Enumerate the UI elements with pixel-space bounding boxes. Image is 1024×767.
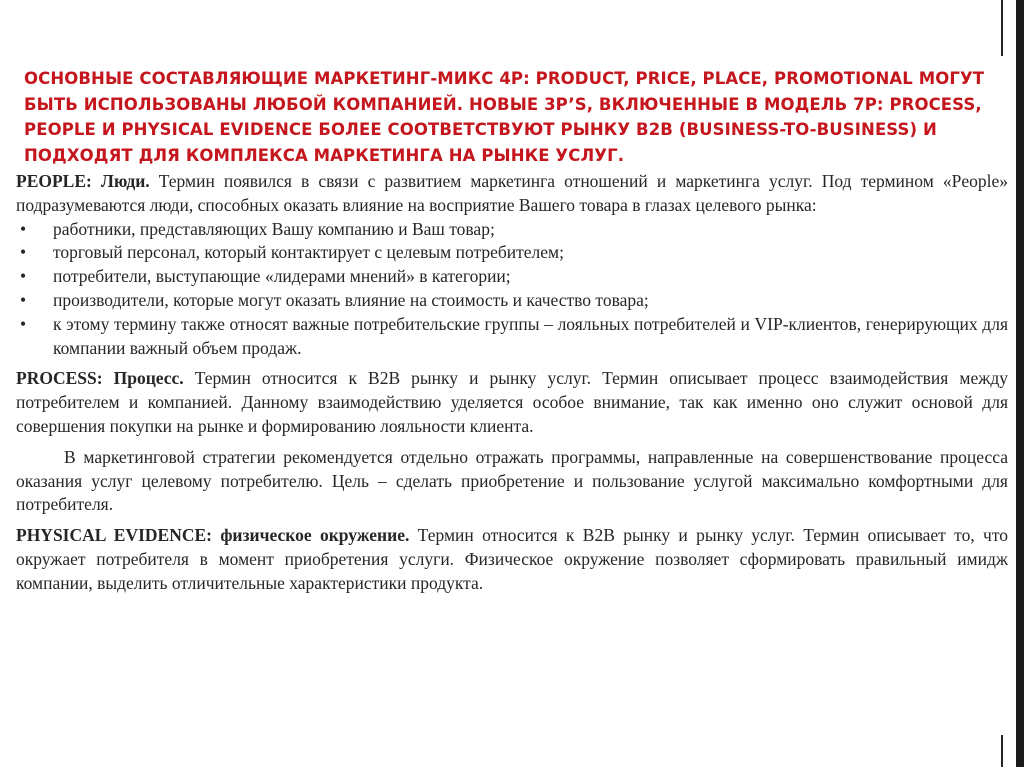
decorative-side-bar: [1016, 0, 1024, 767]
slide-content: [16, 170, 1008, 596]
physical-evidence-text: Термин относится к B2B рынку и рынку услуг. Термин описывает то, что окружает потребителя в момент приобретения услуги. Физическое окружение позволяет сформировать правильный имидж компании, выделить отличительные характеристики продукта.: [16, 525, 1008, 593]
bullet-icon: •: [20, 218, 27, 239]
bullet-icon: •: [20, 242, 27, 263]
list-item: • потребители, выступающие «лидерами мнений» в категории;: [16, 265, 1008, 289]
people-text: Термин появился в связи с развитием маркетинга отношений и маркетинга услуг. Под термином «People» подразумеваются люди, способных оказать влияние на восприятие Вашего товара в глазах целевого рынка:: [16, 171, 1008, 215]
decorative-frame-line: [1001, 735, 1003, 767]
list-item: • работники, представляющих Вашу компанию и Ваш товар;: [16, 218, 1008, 242]
process-text: Термин относится к B2B рынку и рынку услуг. Термин описывает процесс взаимодействия между потребителем и компанией. Данному взаимодействию уделяется особое внимание, так как именно оно служит основой для совершения покупки на рынке и формированию лояльности клиента.: [16, 368, 1008, 436]
decorative-frame-line: [1001, 0, 1003, 56]
people-list: [16, 218, 1008, 361]
process-label: PROCESS: Процесс.: [16, 368, 184, 389]
list-item: • торговый персонал, который контактирует с целевым потребителем;: [16, 241, 1008, 265]
process-paragraph: [16, 367, 1008, 438]
people-label: PEOPLE: Люди.: [16, 171, 150, 191]
bullet-icon: •: [20, 266, 27, 287]
list-item: • к этому термину также относят важные потребительские группы – лояльных потребителей и VIP-клиентов, генерирующих для компании важный объем продаж.: [20, 313, 1008, 358]
physical-evidence-label: PHYSICAL EVIDENCE: физическое окружение.: [16, 525, 410, 546]
people-paragraph: [16, 170, 1008, 218]
bullet-icon: •: [20, 289, 27, 310]
list-item: • производители, которые могут оказать влияние на стоимость и качество товара;: [16, 289, 1008, 313]
bullet-icon: •: [20, 313, 27, 334]
process-strategy-paragraph: В маркетинговой стратегии рекомендуется отдельно отражать программы, направленные на совершенствование процесса оказания услуг целевому потребителю. Цель – сделать приобретение и пользование услугой максимально комфортными для потребителя.: [16, 446, 1008, 515]
physical-evidence-paragraph: [16, 524, 1008, 595]
slide-title: ОСНОВНЫЕ СОСТАВЛЯЮЩИЕ МАРКЕТИНГ-МИКС 4P: PRODUCT, PRICE, PLACE, PROMOTIONAL МОГУТ БЫТЬ ИСПОЛЬЗОВАНЫ ЛЮБОЙ КОМПАНИЕЙ. НОВЫЕ 3P’S, ВКЛЮЧЕННЫЕ В МОДЕЛЬ 7P: PROCESS, PEOPLE И PHYSICAL EVIDENCE БОЛЕЕ СООТВЕТСТВУЮТ РЫНКУ B2B (BUSINESS-TO-BUSINESS) И ПОДХОДЯТ ДЛЯ КОМПЛЕКСА МАРКЕТИНГА НА РЫНКЕ УСЛУГ.: [24, 69, 985, 165]
